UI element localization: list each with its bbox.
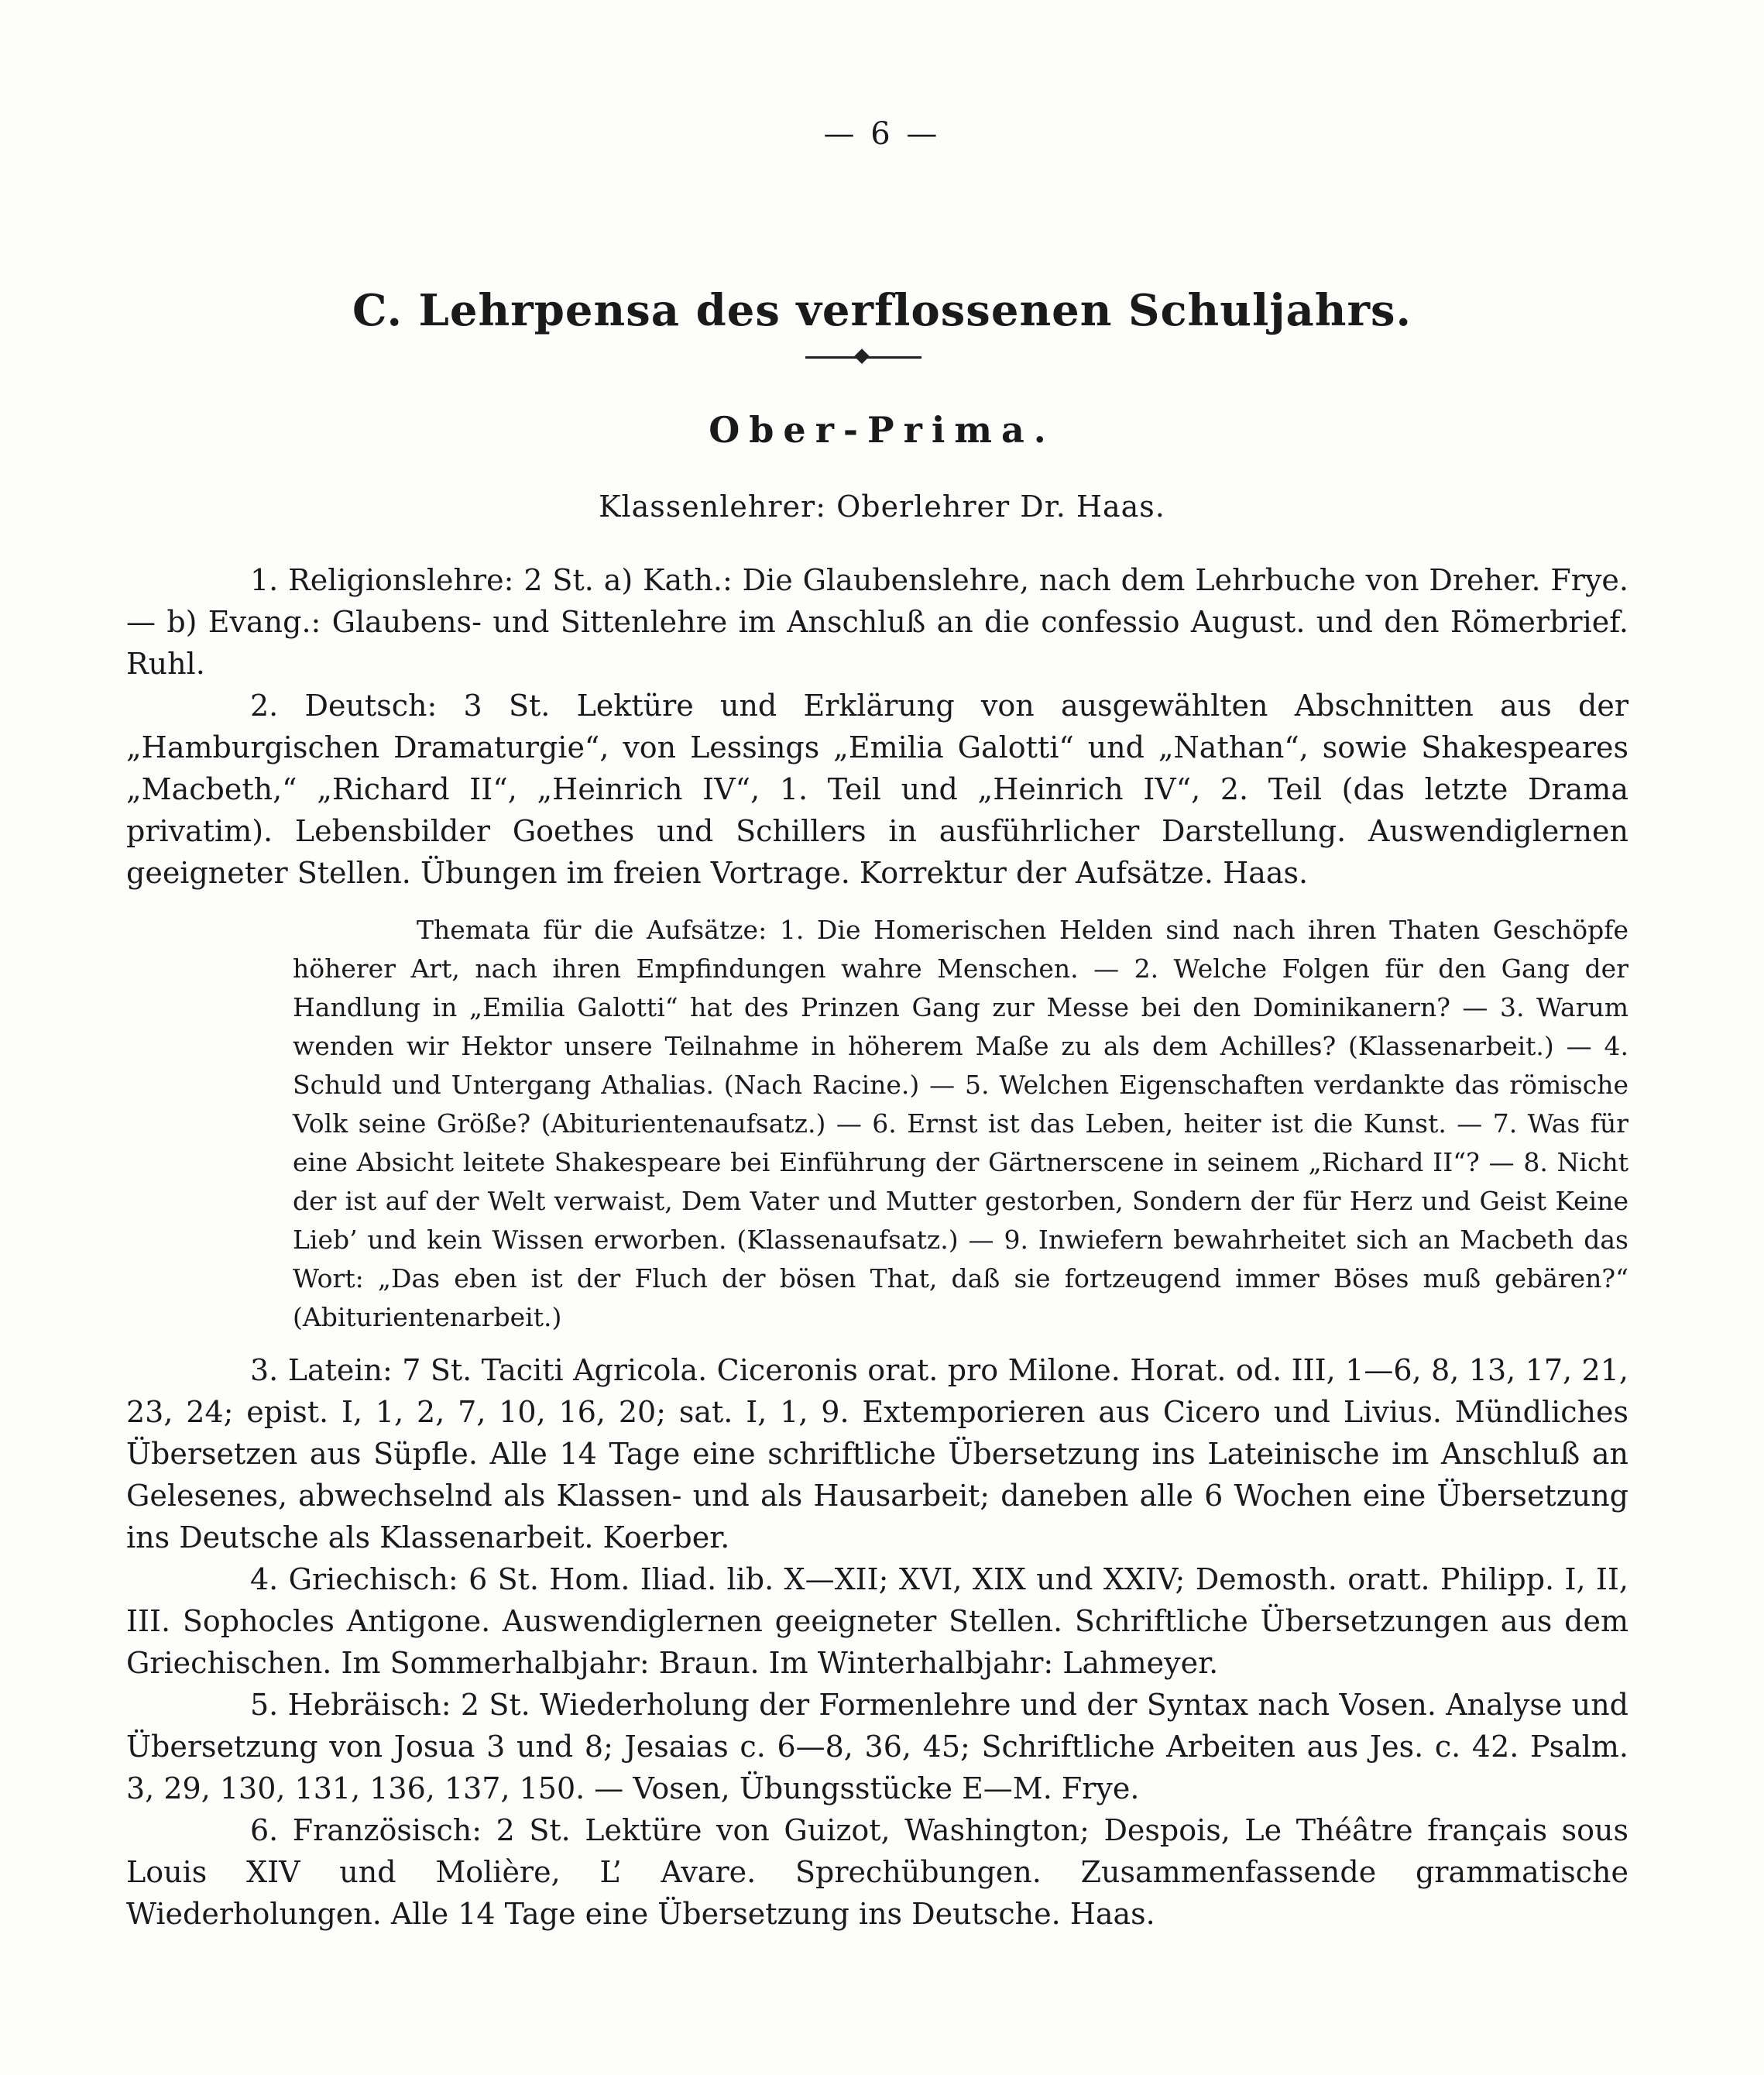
chapter-title: C. Lehrpensa des verflossenen Schuljahrs. [352, 285, 1412, 336]
section-title: Ober-Prima. [709, 409, 1055, 451]
divider-diamond-ornament [854, 349, 870, 364]
subject-latein: 3. Latein: 7 St. Taciti Agricola. Ciceronis orat. pro Milone. Horat. od. III, 1—6, 8, 13, 17, 21, 23, 24; epist. I, 1, 2, 7, 10, 16, 20; sat. I, 1, 9. Extemporieren aus Cicero und Livius. Mündliches Übersetzen aus Süpfle. Alle 14 Tage eine schriftliche Übersetzung ins Lateinische im Anschluß an Gelesenes, abwechselnd als Klassen- und als Hausarbeit; daneben alle 6 Wochen eine Übersetzung ins Deutsche als Klassenarbeit. Koerber. [126, 1353, 1628, 1555]
essay-themes [126, 911, 1628, 1337]
subject-franzoesisch: 6. Französisch: 2 St. Lektüre von Guizot, Washington; Despois, Le Théâtre français sous Louis XIV und Molière, L’ Avare. Sprechübungen. Zusammenfassende grammatische Wiederholungen. Alle 14 Tage eine Übersetzung ins Deutsche. Haas. [126, 1813, 1628, 1931]
class-teacher-line: Klassenlehrer: Oberlehrer Dr. Haas. [599, 490, 1165, 524]
page-number: — 6 — [823, 116, 941, 152]
subject-hebraeisch: 5. Hebräisch: 2 St. Wiederholung der Formenlehre und der Syntax nach Vosen. Analyse und Übersetzung von Josua 3 und 8; Jesaias c. 6—8, 36, 45; Schriftliche Arbeiten aus Jes. c. 42. Psalm. 3, 29, 130, 131, 136, 137, 150. — Vosen, Übungsstücke E—M. Frye. [126, 1688, 1628, 1805]
subject-religion: 1. Religionslehre: 2 St. a) Kath.: Die Glaubenslehre, nach dem Lehrbuche von Dreher. Frye. — b) Evang.: Glaubens- und Sittenlehre im Anschluß an die confessio August. und den Römerbrief. Ruhl. [126, 563, 1628, 681]
subject-deutsch: 2. Deutsch: 3 St. Lektüre und Erklärung von ausgewählten Abschnitten aus der „Hamburgischen Dramaturgie“, von Lessings „Emilia Galotti“ und „Nathan“, sowie Shakespeares „Macbeth,“ „Richard II“, „Heinrich IV“, 1. Teil und „Heinrich IV“, 2. Teil (das letzte Drama privatim). Lebensbilder Goethes und Schillers in ausführlicher Darstellung. Auswendiglernen geeigneter Stellen. Übungen im freien Vortrage. Korrektur der Aufsätze. Haas. [126, 689, 1628, 890]
essay-themes-text: Themata für die Aufsätze: 1. Die Homerischen Helden sind nach ihren Thaten Geschöpfe höherer Art, nach ihren Empfindungen wahre Menschen. — 2. Welche Folgen für den Gang der Handlung in „Emilia Galotti“ hat des Prinzen Gang zur Messe bei den Dominikanern? — 3. Warum wenden wir Hektor unsere Teilnahme in höherem Maße zu als dem Achilles? (Klassenarbeit.) — 4. Schuld und Untergang Athalias. (Nach Racine.) — 5. Welchen Eigenschaften verdankte das römische Volk seine Größe? (Abiturientenaufsatz.) — 6. Ernst ist das Leben, heiter ist die Kunst. — 7. Was für eine Absicht leitete Shakespeare bei Einführung der Gärtnerscene in seinem „Richard II“? — 8. Nicht der ist auf der Welt verwaist, Dem Vater und Mutter gestorben, Sondern der für Herz und Geist Keine Lieb’ und kein Wissen erworben. (Klassenaufsatz.) — 9. Inwiefern bewahrheitet sich an Macbeth das Wort: „Das eben ist der Fluch der bösen That, daß sie fortzeugend immer Böses muß gebären?“ (Abiturientenarbeit.) [293, 915, 1628, 1332]
lesson-content [126, 559, 1628, 1935]
subject-griechisch: 4. Griechisch: 6 St. Hom. Iliad. lib. X—XII; XVI, XIX und XXIV; Demosth. oratt. Philipp. I, II, III. Sophocles Antigone. Auswendiglernen geeigneter Stellen. Schriftliche Übersetzungen aus dem Griechischen. Im Sommerhalbjahr: Braun. Im Winterhalbjahr: Lahmeyer. [126, 1562, 1628, 1680]
